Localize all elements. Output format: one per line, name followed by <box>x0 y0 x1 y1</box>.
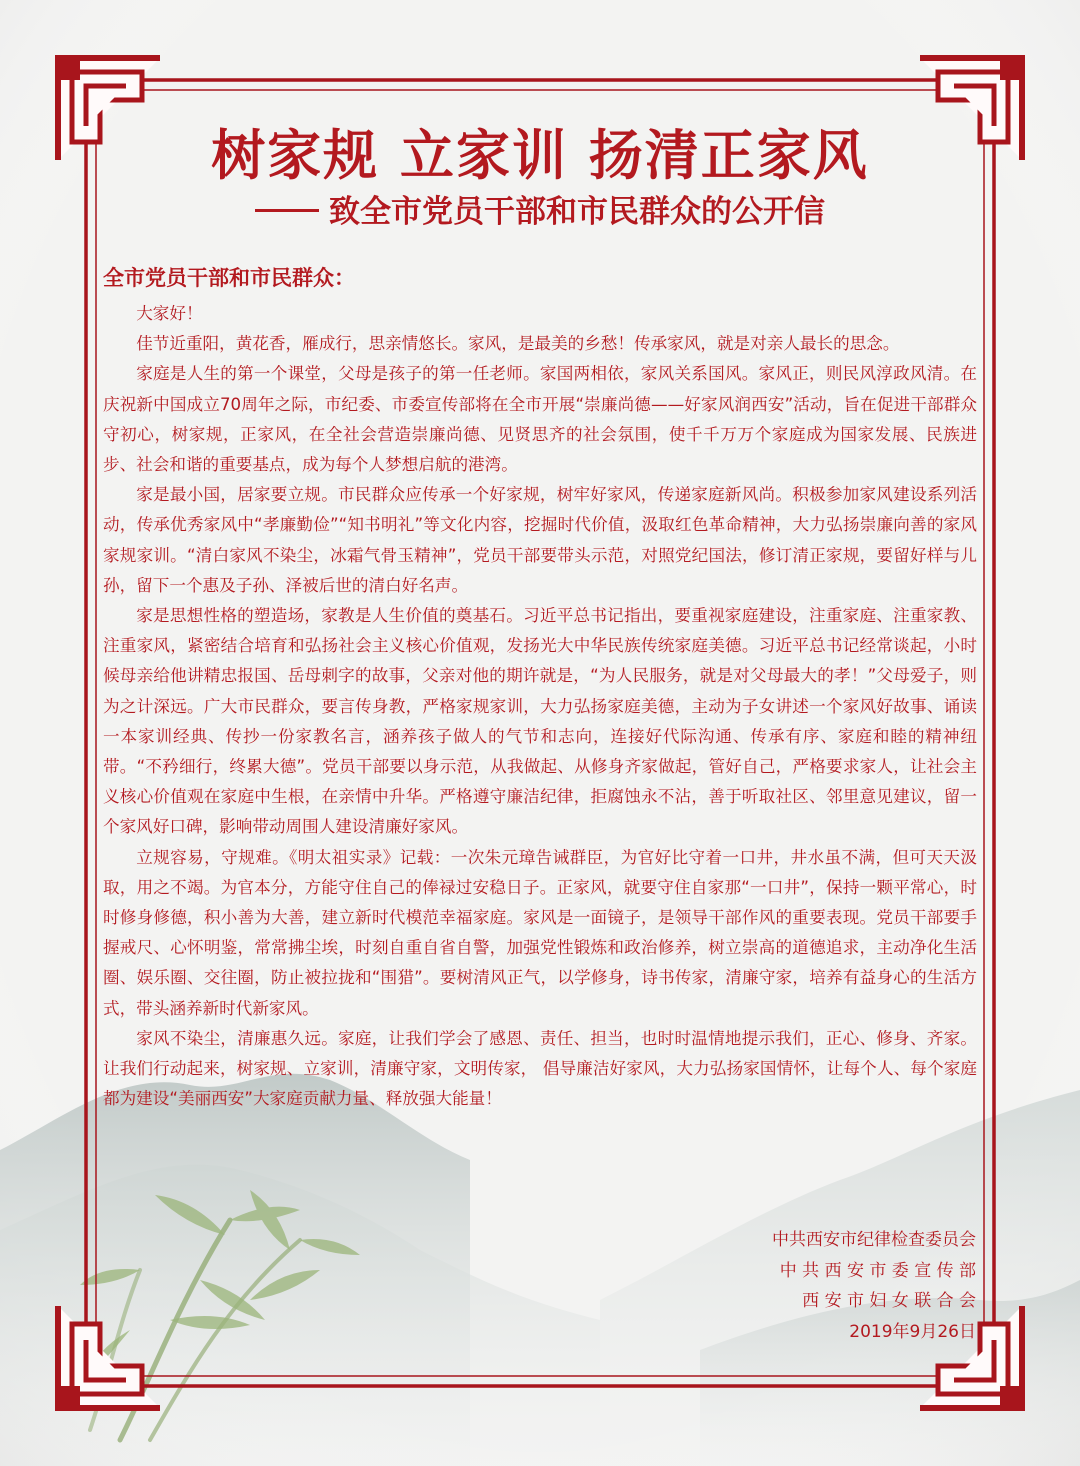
paragraph: 立规容易，守规难。《明太祖实录》记载：一次朱元璋告诫群臣，为官好比守着一口井，井水虽不满，但可天天汲取，用之不竭。为官本分，方能守住自己的俸禄过安稳日子。正家风，就要守住自家那“一口井”，保持一颗平常心，时时修身修德，积小善为大善，建立新时代模范幸福家庭。家风是一面镜子，是领导干部作风的重要表现。党员干部要手握戒尺、心怀明鉴，常常拂尘埃，时刻自重自省自警，加强党性锻炼和政治修养，树立崇高的道德追求，主动净化生活圈、娱乐圈、交往圈，防止被拉拢和“围猎”。要树清风正气，以学修身，诗书传家，清廉守家，培养有益身心的生活方式，带头涵养新时代新家风。 <box>103 847 977 1018</box>
dash-line <box>255 209 319 212</box>
paragraph: 家是最小国，居家要立规。市民群众应传承一个好家规，树牢好家风，传递家庭新风尚。积极参加家风建设系列活动，传承优秀家风中“孝廉勤俭”“知书明礼”等文化内容，挖掘时代价值，汲取红色革命精神，大力弘扬崇廉向善的家风家规家训。“清白家风不染尘，冰霜气骨玉精神”，党员干部要带头示范，对照党纪国法，修订清正家规，要留好样与儿孙，留下一个惠及子孙、泽被后世的清白好名声。 <box>103 485 977 595</box>
paragraph: 家风不染尘，清廉惠久远。家庭，让我们学会了感恩、责任、担当，也时时温情地提示我们，正心、修身、齐家。让我们行动起来，树家规、立家训，清廉守家，文明传家， 倡导廉洁好家风，大力弘扬家国情怀，让每个人、每个家庭都为建设“美丽西安”大家庭贡献力量、释放强大能量！ <box>103 1028 977 1109</box>
page-subtitle <box>0 190 1080 234</box>
signature-org-women-federation: 西 安 市 妇 女 联 合 会 <box>802 1291 976 1311</box>
subtitle-text: 致全市党员干部和市民群众的公开信 <box>329 194 825 230</box>
signature-org-discipline: 中共西安市纪律检查委员会 <box>772 1230 976 1250</box>
signature-org-publicity: 中 共 西 安 市 委 宣 传 部 <box>779 1260 976 1281</box>
paragraph: 佳节近重阳，黄花香，雁成行，思亲情悠长。家风，是最美的乡愁！传承家风，就是对亲人最长的思念。 <box>136 334 900 354</box>
letter-body <box>103 299 977 1114</box>
signature-block <box>676 1225 976 1347</box>
paragraph: 家是思想性格的塑造场，家教是人生价值的奠基石。习近平总书记指出，要重视家庭建设，注重家庭、注重家教、注重家风，紧密结合培育和弘扬社会主义核心价值观，发扬光大中华民族传统家庭美德。习近平总书记经常谈起，小时候母亲给他讲精忠报国、岳母刺字的故事，父亲对他的期许就是，“为人民服务，就是对父母最大的孝！”父母爱子，则为之计深远。广大市民群众，要言传身教，严格家规家训，大力弘扬家庭美德，主动为子女讲述一个家风好故事、诵读一本家训经典、传抄一份家教名言，涵养孩子做人的气节和志向，连接好代际沟通、传承有序、家庭和睦的精神纽带。“不矜细行，终累大德”。党员干部要以身示范，从我做起、从修身齐家做起，管好自己，严格要求家人，让社会主义核心价值观在家庭中生根，在亲情中升华。严格遵守廉洁纪律，拒腐蚀永不沾，善于听取社区、邻里意见建议，留一个家风好口碑，影响带动周围人建设清廉好家风。 <box>103 606 977 837</box>
greeting: 大家好！ <box>136 304 203 323</box>
page-title: 树家规 立家训 扬清正家风 <box>211 123 869 187</box>
paragraph: 家庭是人生的第一个课堂，父母是孩子的第一任老师。家国两相依，家风关系国风。家风正，则民风淳政风清。在庆祝新中国成立70周年之际，市纪委、市委宣传部将在全市开展“崇廉尚德——好家风润西安”活动，旨在促进干部群众守初心，树家规，正家风，在全社会营造崇廉尚德、见贤思齐的社会氛围，使千千万万个家庭成为国家发展、民族进步、社会和谐的重要基点，成为每个人梦想启航的港湾。 <box>103 364 977 475</box>
signature-date: 2019年9月26日 <box>849 1321 976 1342</box>
salutation: 全市党员干部和市民群众： <box>103 266 355 290</box>
